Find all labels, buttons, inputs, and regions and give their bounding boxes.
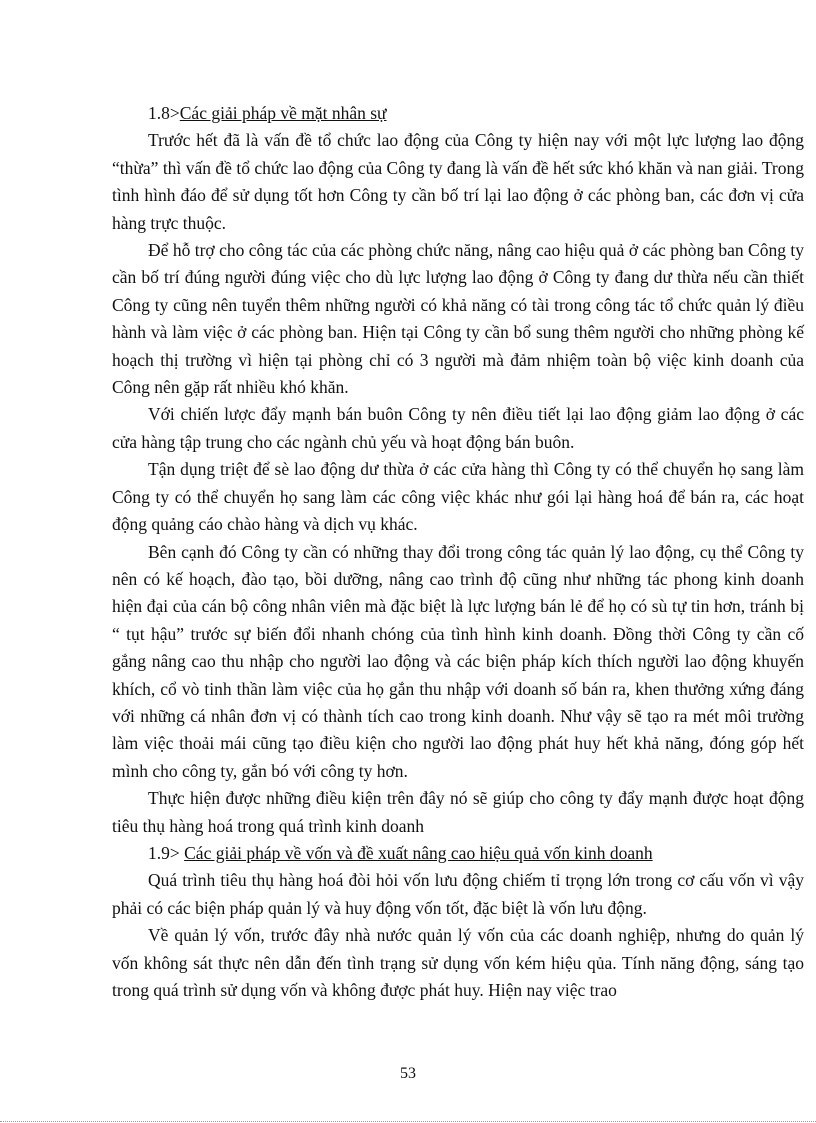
paragraph: Để hỗ trợ cho công tác của các phòng chức năng, nâng cao hiệu quả ở các phòng ban Công ty cần bố trí đúng người đúng việc cho dù lực lượng lao động ở Công ty đang dư thừa nếu cần thiết Công ty cũng nên tuyển thêm những người có khả năng có tài trong công tác tổ chức quản lý điều hành và làm việc ở các phòng ban. Hiện tại Công ty cần bổ sung thêm người cho những phòng kế hoạch thị trường vì hiện tại phòng chỉ có 3 người mà đảm nhiệm toàn bộ việc kinh doanh của Công nên gặp rất nhiều khó khăn.	[112, 240, 804, 398]
page-content	[112, 100, 804, 1004]
paragraph: Tận dụng triệt để sè lao động dư thừa ở các cửa hàng thì Công ty có thể chuyển họ sang làm Công ty có thể chuyển họ sang làm các công việc khác như gói lại hàng hoá để bán ra, các hoạt động quảng cáo chào hàng và dịch vụ khác.	[112, 459, 804, 535]
section-number: 1.8>	[148, 103, 180, 123]
page-number: 53	[400, 1065, 416, 1082]
section-heading-1-8	[112, 100, 804, 127]
section-number: 1.9>	[148, 842, 180, 863]
page-bottom-rule	[0, 1121, 816, 1122]
section-heading-1-9	[112, 840, 804, 867]
section-title: Các giải pháp về vốn và đề xuất nâng cao hiệu quả vốn kinh doanh	[184, 842, 653, 863]
section-title: Các giải pháp về mặt nhân sự	[179, 103, 387, 123]
paragraph: Với chiến lược đẩy mạnh bán buôn Công ty nên điều tiết lại lao động giảm lao động ở các cửa hàng tập trung cho các ngành chủ yếu và hoạt động bán buôn.	[112, 404, 804, 452]
paragraph: Quá trình tiêu thụ hàng hoá đòi hỏi vốn lưu động chiếm tỉ trọng lớn trong cơ cấu vốn vì vậy phải có các biện pháp quản lý và huy động vốn tốt, đặc biệt là vốn lưu động.	[112, 870, 804, 918]
paragraph: Trước hết đã là vấn đề tổ chức lao động của Công ty hiện nay với một lực lượng lao động “thừa” thì vấn đề tổ chức lao động của Công ty đang là vấn đề hết sức khó khăn và nan giải. Trong tình hình đáo để sử dụng tốt hơn Công ty cần bố trí lại lao động ở các phòng ban, các đơn vị cửa hàng trực thuộc.	[112, 130, 804, 233]
paragraph: Về quản lý vốn, trước đây nhà nước quản lý vốn của các doanh nghiệp, nhưng do quản lý vốn không sát thực nên dẫn đến tình trạng sử dụng vốn kém hiệu qủa. Tính năng động, sáng tạo trong quá trình sử dụng vốn và không được phát huy. Hiện nay việc trao	[112, 925, 804, 1000]
paragraph: Bên cạnh đó Công ty cần có những thay đổi trong công tác quản lý lao động, cụ thể Công ty nên có kế hoạch, đào tạo, bồi dưỡng, nâng cao trình độ cũng như những tác phong kinh doanh hiện đại của cán bộ công nhân viên mà đặc biệt là lực lượng bán lẻ để họ có sù tự tin hơn, tránh bị “ tụt hậu” trước sự biến đổi nhanh chóng của tình hình kinh doanh. Đồng thời Công ty cần cố gắng nâng cao thu nhập cho người lao động và các biện pháp kích thích người lao động khuyến khích, cổ vò tinh thần làm việc của họ gắn thu nhập với doanh số bán ra, khen thưởng xứng đáng với những cá nhân đơn vị có thành tích cao trong kinh doanh. Như vậy sẽ tạo ra mét môi trường làm việc thoải mái cũng tạo điều kiện cho người lao động phát huy hết khả năng, đóng góp hết mình cho công ty, gắn bó với công ty hơn.	[112, 541, 804, 781]
paragraph: Thực hiện được những điều kiện trên đây nó sẽ giúp cho công ty đẩy mạnh được hoạt động tiêu thụ hàng hoá trong quá trình kinh doanh	[112, 788, 804, 836]
